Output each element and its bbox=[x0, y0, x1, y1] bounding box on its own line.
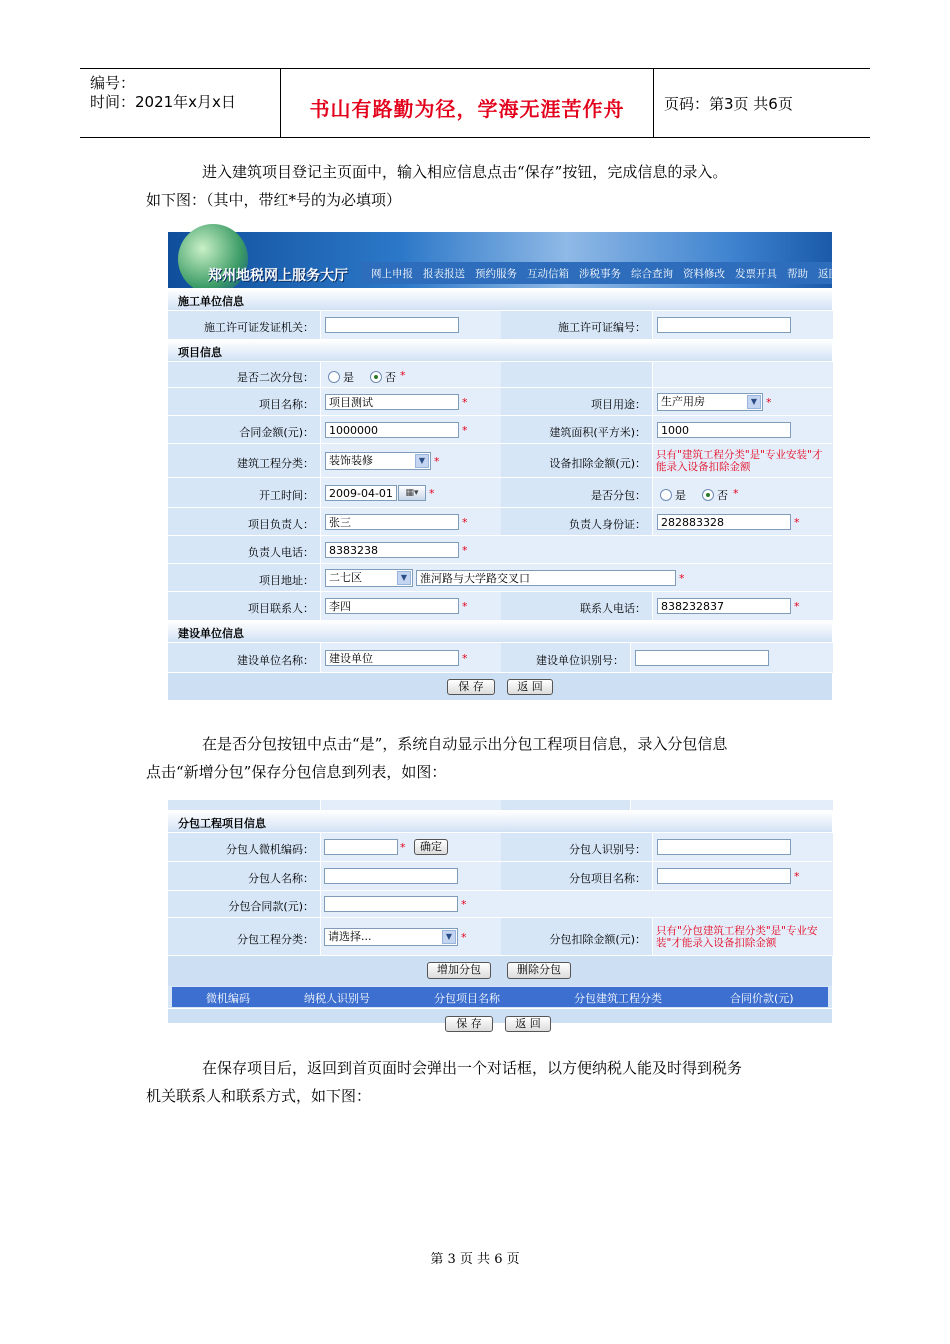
required-star: * bbox=[461, 898, 467, 911]
site-banner bbox=[168, 232, 839, 288]
sub-amount-label: 分包合同款(元)： bbox=[228, 900, 314, 913]
required-star: * bbox=[400, 841, 406, 854]
paragraph-2 bbox=[146, 730, 816, 786]
paragraph-1-line-1: 进入建筑项目登记主页面中，输入相应信息点击“保存”按钮，完成信息的录入。 bbox=[202, 163, 728, 181]
deduct-label: 设备扣除金额(元)： bbox=[549, 457, 646, 470]
header-motto-cell bbox=[281, 69, 654, 137]
required-star: * bbox=[461, 931, 467, 944]
sub-no-radio[interactable] bbox=[702, 487, 728, 503]
second-sub-no-radio[interactable] bbox=[370, 369, 396, 385]
section-title: 分包工程项目信息 bbox=[178, 817, 266, 830]
nav-item[interactable]: 预约服务 bbox=[475, 267, 517, 280]
required-star: * bbox=[462, 544, 468, 557]
sub-name-input[interactable] bbox=[324, 868, 458, 884]
paragraph-1 bbox=[146, 158, 816, 214]
contract-input[interactable]: 1000000 bbox=[325, 422, 459, 438]
required-star: * bbox=[766, 396, 772, 409]
button-row-cropped bbox=[168, 1008, 832, 1030]
confirm-button[interactable]: 确定 bbox=[414, 839, 448, 855]
column-header: 分包项目名称 bbox=[434, 992, 500, 1005]
area-label: 建筑面积(平方米)： bbox=[549, 426, 646, 439]
required-star: * bbox=[733, 487, 739, 500]
form-row bbox=[168, 861, 832, 891]
builder-id-input[interactable] bbox=[635, 650, 769, 666]
sub-cat-select[interactable] bbox=[324, 928, 458, 946]
form-row bbox=[168, 642, 832, 673]
back-button[interactable]: 返 回 bbox=[505, 1016, 551, 1032]
deduct-note: 只有"建筑工程分类"是"专业安装"才能录入设备扣除金额 bbox=[656, 449, 823, 473]
form-row bbox=[168, 361, 832, 388]
nav-item[interactable]: 网上申报 bbox=[371, 267, 413, 280]
select-value: 生产用房 bbox=[661, 395, 705, 408]
form-row bbox=[168, 890, 832, 918]
nav-item[interactable]: 资料修改 bbox=[683, 267, 725, 280]
chevron-down-icon[interactable]: ▼ bbox=[397, 571, 411, 585]
form-row bbox=[168, 477, 832, 508]
usage-label: 项目用途： bbox=[591, 398, 646, 411]
delete-sub-button[interactable]: 删除分包 bbox=[507, 962, 571, 979]
form-row bbox=[168, 415, 832, 444]
field-cell bbox=[320, 800, 501, 810]
select-value: 请选择... bbox=[328, 930, 372, 943]
usage-select[interactable] bbox=[657, 393, 763, 411]
nav-item[interactable]: 返回 bbox=[818, 267, 839, 280]
section-title: 建设单位信息 bbox=[178, 627, 244, 640]
cropped-row bbox=[168, 800, 832, 810]
section-project bbox=[168, 339, 832, 362]
chevron-down-icon[interactable]: ▼ bbox=[415, 454, 429, 468]
page-footer: 第 3 页 共 6 页 bbox=[430, 1252, 520, 1267]
leader-label: 项目负责人： bbox=[248, 518, 314, 531]
registration-form-screenshot bbox=[168, 232, 839, 699]
section-title: 施工单位信息 bbox=[178, 295, 244, 308]
calendar-icon[interactable]: ▦▾ bbox=[398, 485, 426, 501]
header-meta-cell bbox=[80, 69, 281, 137]
column-header: 纳税人识别号 bbox=[304, 992, 370, 1005]
paragraph-1-line-2: 如下图：（其中，带红*号的为必填项） bbox=[146, 191, 402, 209]
sub-deduct-label: 分包扣除金额(元)： bbox=[549, 933, 646, 946]
sub-grid-header bbox=[172, 987, 828, 1007]
header-page-cell bbox=[654, 69, 870, 137]
builder-id-label: 建设单位识别号： bbox=[536, 654, 624, 667]
address-input[interactable]: 淮河路与大学路交叉口 bbox=[416, 570, 676, 586]
sub-proj-label: 分包项目名称： bbox=[569, 872, 646, 885]
site-title: 郑州地税网上服务大厅 bbox=[208, 268, 348, 284]
nav-item[interactable]: 报表报送 bbox=[423, 267, 465, 280]
permit-office-label: 施工许可证发证机关： bbox=[204, 321, 314, 334]
leader-input[interactable]: 张三 bbox=[325, 514, 459, 530]
nav-item[interactable]: 综合查询 bbox=[631, 267, 673, 280]
required-star: * bbox=[794, 600, 800, 613]
nav-item[interactable]: 发票开具 bbox=[735, 267, 777, 280]
chevron-down-icon[interactable]: ▼ bbox=[442, 930, 456, 944]
sub-taxid-label: 分包人识别号： bbox=[569, 843, 646, 856]
radio-label: 否 bbox=[385, 371, 396, 384]
save-button[interactable]: 保 存 bbox=[447, 679, 495, 695]
form-row bbox=[168, 443, 832, 478]
required-star: * bbox=[462, 424, 468, 437]
save-button[interactable]: 保 存 bbox=[445, 1016, 493, 1032]
doc-time: 时间：2021年x月x日 bbox=[90, 93, 236, 111]
radio-label: 是 bbox=[343, 371, 354, 384]
leader-phone-label: 负责人电话： bbox=[248, 546, 314, 559]
permit-no-input[interactable] bbox=[657, 317, 791, 333]
leader-id-label: 负责人身份证： bbox=[569, 518, 646, 531]
project-name-input[interactable]: 项目测试 bbox=[325, 394, 459, 410]
doc-number: 编号： bbox=[90, 74, 136, 92]
permit-no-label: 施工许可证编号： bbox=[558, 321, 646, 334]
contact-label: 项目联系人： bbox=[248, 602, 314, 615]
form-row bbox=[168, 832, 832, 862]
form-row bbox=[168, 310, 832, 339]
column-header: 分包建筑工程分类 bbox=[574, 992, 662, 1005]
paragraph-3 bbox=[146, 1054, 816, 1110]
back-button[interactable]: 返 回 bbox=[507, 679, 553, 695]
nav-item[interactable]: 涉税事务 bbox=[579, 267, 621, 280]
chevron-down-icon[interactable]: ▼ bbox=[747, 395, 761, 409]
required-star: * bbox=[679, 572, 685, 585]
builder-name-label: 建设单位名称： bbox=[237, 654, 314, 667]
district-select[interactable] bbox=[325, 569, 413, 587]
required-star: * bbox=[462, 516, 468, 529]
sub-deduct-note: 只有"分包建筑工程分类"是"专业安装"才能录入设备扣除金额 bbox=[656, 925, 818, 949]
contact-phone-label: 联系人电话： bbox=[580, 602, 646, 615]
field-cell bbox=[630, 800, 833, 810]
section-builder bbox=[168, 620, 832, 643]
sub-code-input[interactable] bbox=[324, 839, 398, 855]
contact-input[interactable]: 李四 bbox=[325, 598, 459, 614]
button-row bbox=[168, 955, 832, 986]
required-star: * bbox=[794, 516, 800, 529]
sub-code-label: 分包人微机编码： bbox=[226, 843, 314, 856]
required-star: * bbox=[794, 870, 800, 883]
top-nav bbox=[361, 262, 839, 284]
select-value: 装饰装修 bbox=[329, 454, 373, 467]
permit-office-input[interactable] bbox=[325, 317, 459, 333]
leader-phone-input[interactable]: 8383238 bbox=[325, 542, 459, 558]
column-header: 合同价款(元) bbox=[730, 992, 794, 1005]
second-sub-label: 是否二次分包： bbox=[237, 371, 314, 384]
required-star: * bbox=[429, 487, 435, 500]
select-value: 二七区 bbox=[329, 571, 362, 584]
sub-cat-label: 分包工程分类： bbox=[237, 933, 314, 946]
radio-label: 是 bbox=[675, 489, 686, 502]
form-row bbox=[168, 387, 832, 416]
sub-proj-input[interactable] bbox=[657, 868, 791, 884]
paragraph-3-line-1: 在保存项目后，返回到首页面时会弹出一个对话框，以方便纳税人能及时得到税务 bbox=[202, 1059, 743, 1077]
required-star: * bbox=[462, 600, 468, 613]
section-subcontract bbox=[168, 810, 832, 833]
contract-label: 合同金额(元)： bbox=[239, 426, 314, 439]
address-label: 项目地址： bbox=[259, 574, 314, 587]
section-title: 项目信息 bbox=[178, 346, 222, 359]
builder-name-input[interactable]: 建设单位 bbox=[325, 650, 459, 666]
form-row bbox=[168, 591, 832, 620]
contact-phone-input[interactable]: 838232837 bbox=[657, 598, 791, 614]
nav-item[interactable]: 互动信箱 bbox=[527, 267, 569, 280]
motto: 书山有路勤为径，学海无涯苦作舟 bbox=[309, 97, 625, 121]
page-indicator: 页码：第3页 共6页 bbox=[664, 95, 793, 113]
second-sub-yes-radio[interactable] bbox=[328, 369, 354, 385]
column-header: 微机编码 bbox=[206, 992, 250, 1005]
required-star: * bbox=[434, 455, 440, 468]
sub-label: 是否分包： bbox=[591, 489, 646, 502]
category-label: 建筑工程分类： bbox=[237, 457, 314, 470]
section-construction bbox=[168, 288, 832, 311]
start-date-input[interactable]: 2009-04-01 bbox=[325, 485, 397, 501]
paragraph-3-line-2: 机关联系人和联系方式，如下图： bbox=[146, 1087, 372, 1105]
sub-amount-input[interactable] bbox=[324, 896, 458, 912]
sub-name-label: 分包人名称： bbox=[248, 872, 314, 885]
page-header bbox=[80, 68, 870, 138]
add-sub-button[interactable]: 增加分包 bbox=[427, 962, 491, 979]
form-row bbox=[168, 563, 832, 592]
sub-yes-radio[interactable] bbox=[660, 487, 686, 503]
required-star: * bbox=[400, 369, 406, 382]
paragraph-2-line-2: 点击“新增分包”保存分包信息到列表，如图： bbox=[146, 763, 447, 781]
field-cell bbox=[652, 362, 833, 388]
start-label: 开工时间： bbox=[259, 489, 314, 502]
project-name-label: 项目名称： bbox=[259, 398, 314, 411]
form-row bbox=[168, 535, 832, 564]
paragraph-2-line-1: 在是否分包按钮中点击“是”，系统自动显示出分包工程项目信息，录入分包信息 bbox=[202, 735, 728, 753]
radio-label: 否 bbox=[717, 489, 728, 502]
leader-id-input[interactable]: 282883328 bbox=[657, 514, 791, 530]
nav-item[interactable]: 帮助 bbox=[787, 267, 808, 280]
sub-taxid-input[interactable] bbox=[657, 839, 791, 855]
area-input[interactable]: 1000 bbox=[657, 422, 791, 438]
subcontract-form-screenshot bbox=[168, 800, 832, 1030]
form-row bbox=[168, 917, 832, 956]
required-star: * bbox=[462, 396, 468, 409]
form-row bbox=[168, 507, 832, 536]
required-star: * bbox=[462, 652, 468, 665]
category-select[interactable] bbox=[325, 452, 431, 470]
button-row bbox=[168, 672, 832, 700]
